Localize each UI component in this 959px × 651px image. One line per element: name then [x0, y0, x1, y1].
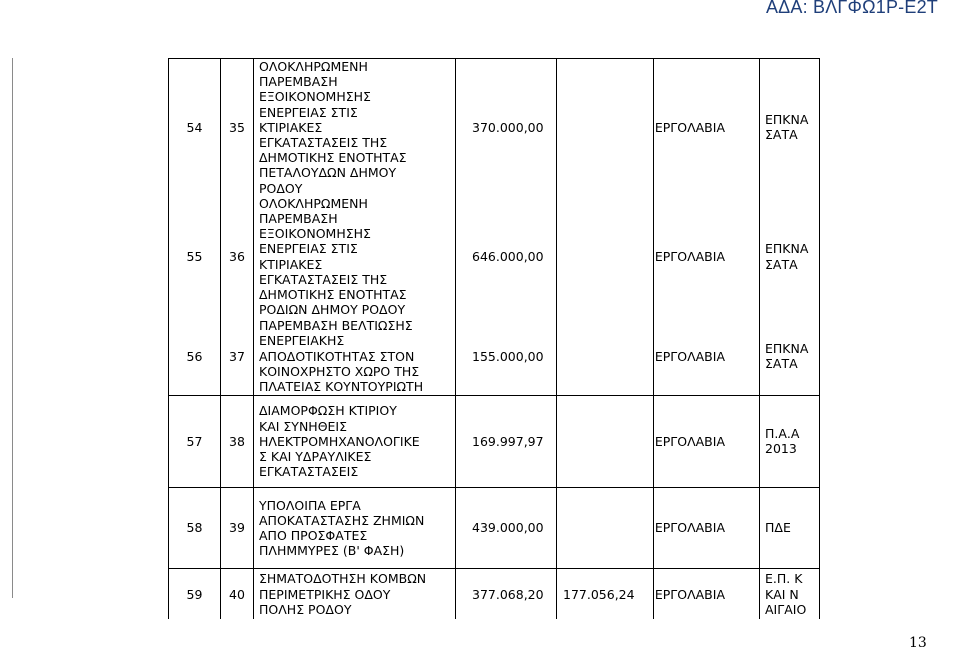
- table-row: [169, 395, 820, 487]
- amount2-cell: [557, 196, 654, 318]
- page-number: 13: [909, 635, 927, 651]
- description-line: ΠΛΗΜΜΥΡΕΣ (Β' ΦΑΣΗ): [259, 543, 405, 559]
- description-line: ΕΝΕΡΓΕΙΑΚΗΣ: [259, 333, 345, 349]
- program-line: Ε.Π. Κ: [765, 571, 803, 587]
- row-number-cell: 57: [169, 395, 221, 487]
- ada-code: ΑΔΑ: ΒΛΓΦΩ1Ρ-Ε2Τ: [765, 0, 938, 17]
- description-line: ΔΗΜΟΤΙΚΗΣ ΕΝΟΤΗΤΑΣ: [259, 287, 407, 303]
- description-cell: [254, 317, 456, 395]
- description-line: ΕΓΚΑΤΑΣΤΑΣΕΙΣ: [259, 464, 359, 480]
- description-line: ΚΤΙΡΙΑΚΕΣ: [259, 256, 323, 272]
- description-line: ΕΝΕΡΓΕΙΑΣ ΣΤΙΣ: [259, 241, 358, 257]
- table-row: [169, 487, 820, 568]
- program-line: ΚΑΙ Ν: [765, 586, 799, 602]
- item-number-cell: 40: [221, 568, 254, 619]
- amount-cell: 169.997,97: [456, 395, 557, 487]
- projects-table: [168, 58, 820, 619]
- program-line: 2013: [765, 441, 797, 457]
- description-line: ΑΠΟΔΟΤΙΚΟΤΗΤΑΣ ΣΤΟΝ: [259, 348, 415, 364]
- description-line: ΠΑΡΕΜΒΑΣΗ: [259, 74, 338, 90]
- funding-program-cell: [760, 395, 820, 487]
- program-line: ΕΠΚΝΑ: [765, 241, 809, 257]
- funding-program-cell: [760, 568, 820, 619]
- description-line: ΕΓΚΑΤΑΣΤΑΣΕΙΣ ΤΗΣ: [259, 135, 388, 151]
- procurement-type-cell: ΕΡΓΟΛΑΒΙΑ: [654, 317, 760, 395]
- description-line: ΚΤΙΡΙΑΚΕΣ: [259, 119, 323, 135]
- program-line: ΣΑΤΑ: [765, 127, 798, 143]
- program-line: ΣΑΤΑ: [765, 356, 798, 372]
- amount-cell: 377.068,20: [456, 568, 557, 619]
- description-line: ΔΙΑΜΟΡΦΩΣΗ ΚΤΙΡΙΟΥ: [259, 403, 397, 419]
- program-line: ΕΠΚΝΑ: [765, 112, 809, 128]
- amount2-cell: 177.056,24: [557, 568, 654, 619]
- program-line: ΑΙΓΑΙΟ: [765, 601, 807, 617]
- table-row: [169, 317, 820, 395]
- item-number-cell: 39: [221, 487, 254, 568]
- description-line: ΟΛΟΚΛΗΡΩΜΕΝΗ: [259, 59, 368, 74]
- description-line: ΑΠΟΚΑΤΑΣΤΑΣΗΣ ΖΗΜΙΩΝ: [259, 512, 425, 528]
- funding-program-cell: [760, 487, 820, 568]
- procurement-type-cell: ΕΡΓΟΛΑΒΙΑ: [654, 568, 760, 619]
- description-line: ΠΑΡΕΜΒΑΣΗ: [259, 211, 338, 227]
- description-line: ΣΗΜΑΤΟΔΟΤΗΣΗ ΚΟΜΒΩΝ: [259, 571, 427, 587]
- description-cell: [254, 568, 456, 619]
- procurement-type-cell: ΕΡΓΟΛΑΒΙΑ: [654, 59, 760, 196]
- description-cell: [254, 196, 456, 318]
- funding-program-cell: [760, 59, 820, 196]
- amount-cell: 439.000,00: [456, 487, 557, 568]
- description-line: ΑΠΟ ΠΡΟΣΦΑΤΕΣ: [259, 527, 368, 543]
- description-line: ΗΛΕΚΤΡΟΜΗΧΑΝΟΛΟΓΙΚΕ: [259, 433, 420, 449]
- funding-program-cell: [760, 317, 820, 395]
- program-line: ΕΠΚΝΑ: [765, 341, 809, 356]
- funding-program-cell: [760, 196, 820, 318]
- procurement-type-cell: ΕΡΓΟΛΑΒΙΑ: [654, 395, 760, 487]
- description-line: ΠΕΡΙΜΕΤΡΙΚΗΣ ΟΔΟΥ: [259, 586, 391, 602]
- procurement-type-cell: ΕΡΓΟΛΑΒΙΑ: [654, 487, 760, 568]
- amount-cell: 155.000,00: [456, 317, 557, 395]
- row-number-cell: 59: [169, 568, 221, 619]
- amount2-cell: [557, 395, 654, 487]
- item-number-cell: 38: [221, 395, 254, 487]
- description-cell: [254, 395, 456, 487]
- description-line: ΕΞΟΙΚΟΝΟΜΗΣΗΣ: [259, 89, 371, 105]
- left-margin-line: [12, 58, 13, 598]
- amount2-cell: [557, 59, 654, 196]
- amount2-cell: [557, 487, 654, 568]
- table-row: [169, 568, 820, 619]
- description-cell: [254, 487, 456, 568]
- item-number-cell: 35: [221, 59, 254, 196]
- description-line: ΕΝΕΡΓΕΙΑΣ ΣΤΙΣ: [259, 104, 358, 120]
- description-line: ΚΟΙΝΟΧΡΗΣΤΟ ΧΩΡΟ ΤΗΣ: [259, 363, 420, 379]
- description-line: ΠΛΑΤΕΙΑΣ ΚΟΥΝΤΟΥΡΙΩΤΗ: [259, 379, 424, 394]
- description-line: ΡΟΔΟΥ: [259, 180, 303, 196]
- program-line: Π.Α.Α: [765, 426, 800, 442]
- amount-cell: 646.000,00: [456, 196, 557, 318]
- description-line: ΥΠΟΛΟΙΠΑ ΕΡΓΑ: [259, 497, 361, 513]
- program-line: ΣΑΤΑ: [765, 256, 798, 272]
- description-line: ΔΗΜΟΤΙΚΗΣ ΕΝΟΤΗΤΑΣ: [259, 150, 407, 166]
- description-line: ΚΑΙ ΣΥΝΗΘΕΙΣ: [259, 418, 348, 434]
- item-number-cell: 37: [221, 317, 254, 395]
- row-number-cell: 58: [169, 487, 221, 568]
- amount-cell: 370.000,00: [456, 59, 557, 196]
- description-cell: [254, 59, 456, 196]
- description-line: ΕΞΟΙΚΟΝΟΜΗΣΗΣ: [259, 226, 371, 242]
- table-row: [169, 59, 820, 196]
- row-number-cell: 56: [169, 317, 221, 395]
- description-line: ΕΓΚΑΤΑΣΤΑΣΕΙΣ ΤΗΣ: [259, 271, 388, 287]
- description-line: ΠΑΡΕΜΒΑΣΗ ΒΕΛΤΙΩΣΗΣ: [259, 318, 413, 334]
- description-line: ΠΕΤΑΛΟΥΔΩΝ ΔΗΜΟΥ: [259, 165, 397, 181]
- amount2-cell: [557, 317, 654, 395]
- row-number-cell: 54: [169, 59, 221, 196]
- description-line: ΟΛΟΚΛΗΡΩΜΕΝΗ: [259, 195, 368, 211]
- row-number-cell: 55: [169, 196, 221, 318]
- program-line: ΠΔΕ: [765, 520, 791, 536]
- description-line: Σ ΚΑΙ ΥΔΡΑΥΛΙΚΕΣ: [259, 449, 372, 465]
- description-line: ΡΟΔΙΩΝ ΔΗΜΟΥ ΡΟΔΟΥ: [259, 302, 406, 318]
- procurement-type-cell: ΕΡΓΟΛΑΒΙΑ: [654, 196, 760, 318]
- item-number-cell: 36: [221, 196, 254, 318]
- description-line: ΠΟΛΗΣ ΡΟΔΟΥ: [259, 601, 352, 617]
- table-row: [169, 196, 820, 318]
